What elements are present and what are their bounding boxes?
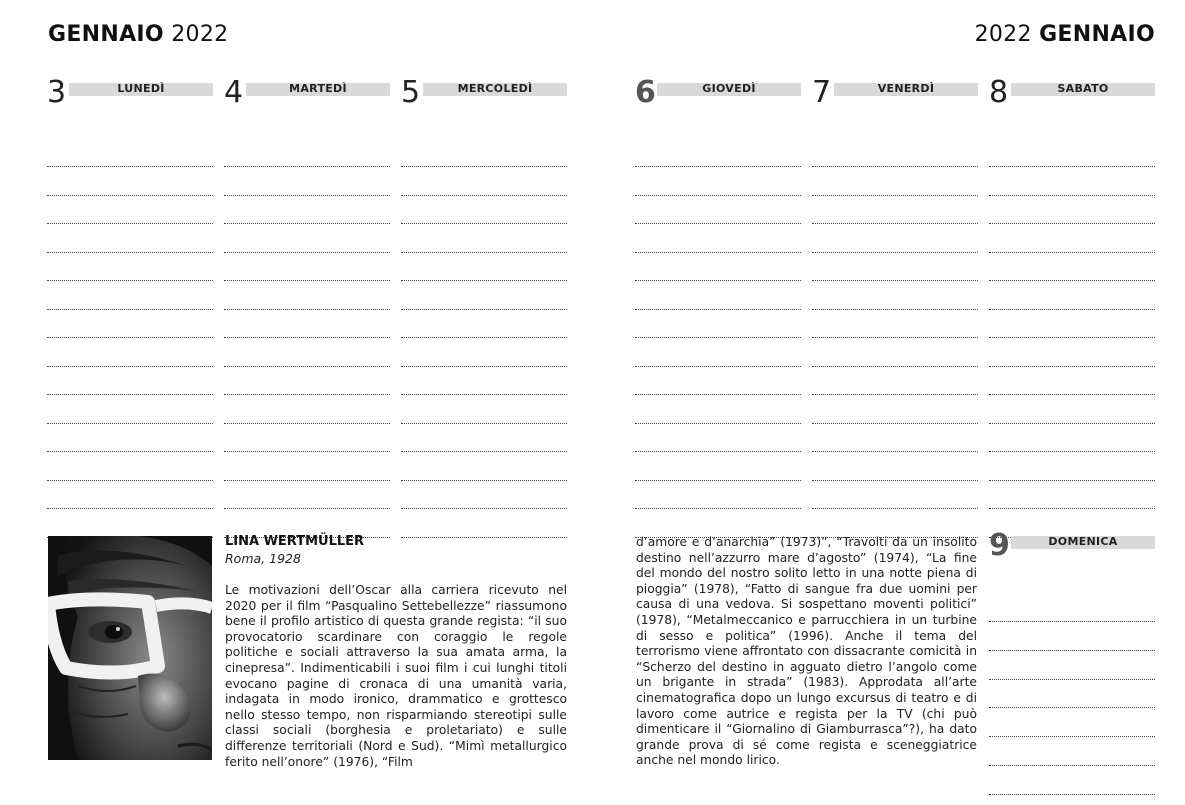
writing-line[interactable] (812, 223, 978, 224)
writing-line[interactable] (812, 451, 978, 452)
writing-line[interactable] (812, 280, 978, 281)
writing-line[interactable] (635, 223, 801, 224)
day-column-tuesday (224, 76, 390, 110)
writing-line[interactable] (47, 252, 213, 253)
writing-line[interactable] (989, 707, 1155, 708)
writing-line[interactable] (635, 166, 801, 167)
writing-line[interactable] (47, 508, 213, 509)
writing-line[interactable] (401, 366, 567, 367)
writing-line[interactable] (812, 337, 978, 338)
day-name: MERCOLEDÌ (457, 82, 533, 95)
writing-line[interactable] (635, 394, 801, 395)
writing-line[interactable] (989, 508, 1155, 509)
writing-line[interactable] (989, 423, 1155, 424)
writing-line[interactable] (989, 195, 1155, 196)
writing-line[interactable] (401, 280, 567, 281)
day-column-wednesday (401, 76, 567, 110)
writing-line[interactable] (635, 480, 801, 481)
day-column-monday (47, 76, 213, 110)
writing-line[interactable] (47, 195, 213, 196)
writing-line[interactable] (224, 480, 390, 481)
writing-line[interactable] (47, 394, 213, 395)
writing-line[interactable] (224, 394, 390, 395)
day-name: SABATO (1057, 82, 1109, 95)
writing-line[interactable] (812, 480, 978, 481)
writing-line[interactable] (989, 679, 1155, 680)
writing-line[interactable] (224, 166, 390, 167)
writing-line[interactable] (989, 309, 1155, 310)
day-number: 9 (989, 528, 1010, 563)
bio-name: LINA WERTMÜLLER (225, 534, 365, 549)
day-number: 8 (989, 75, 1009, 110)
writing-line[interactable] (989, 223, 1155, 224)
writing-line[interactable] (401, 423, 567, 424)
day-column-friday (812, 76, 978, 110)
writing-line[interactable] (47, 309, 213, 310)
day-column-thursday (635, 76, 801, 110)
month-label: GENNAIO (48, 22, 164, 47)
writing-line[interactable] (401, 337, 567, 338)
writing-line[interactable] (47, 423, 213, 424)
writing-line[interactable] (989, 252, 1155, 253)
writing-line[interactable] (224, 195, 390, 196)
writing-line[interactable] (224, 423, 390, 424)
day-number: 7 (812, 75, 832, 110)
writing-line[interactable] (401, 537, 567, 538)
day-number: 3 (47, 75, 67, 110)
writing-line[interactable] (812, 366, 978, 367)
writing-line[interactable] (401, 309, 567, 310)
writing-line[interactable] (812, 195, 978, 196)
day-number: 5 (401, 75, 421, 110)
writing-line[interactable] (635, 423, 801, 424)
writing-line[interactable] (224, 451, 390, 452)
day-number: 6 (635, 75, 656, 110)
writing-line[interactable] (635, 280, 801, 281)
bio-place: Roma, 1928 (225, 551, 301, 566)
writing-line[interactable] (989, 736, 1155, 737)
writing-line[interactable] (989, 394, 1155, 395)
writing-line[interactable] (635, 309, 801, 310)
writing-line[interactable] (635, 451, 801, 452)
writing-line[interactable] (635, 508, 801, 509)
writing-line[interactable] (812, 394, 978, 395)
writing-line[interactable] (47, 451, 213, 452)
writing-line[interactable] (224, 280, 390, 281)
writing-line[interactable] (401, 252, 567, 253)
page-header-left (48, 22, 228, 47)
writing-line[interactable] (989, 765, 1155, 766)
day-name: LUNEDÌ (117, 82, 165, 95)
portrait-photo (48, 536, 212, 760)
writing-line[interactable] (401, 195, 567, 196)
writing-line[interactable] (401, 508, 567, 509)
writing-line[interactable] (224, 252, 390, 253)
writing-line[interactable] (812, 508, 978, 509)
writing-line[interactable] (401, 394, 567, 395)
writing-line[interactable] (47, 366, 213, 367)
writing-line[interactable] (989, 451, 1155, 452)
writing-line[interactable] (401, 451, 567, 452)
writing-line[interactable] (812, 309, 978, 310)
writing-line[interactable] (224, 508, 390, 509)
writing-line[interactable] (635, 337, 801, 338)
writing-line[interactable] (812, 252, 978, 253)
writing-line[interactable] (989, 366, 1155, 367)
writing-line[interactable] (224, 223, 390, 224)
writing-line[interactable] (224, 309, 390, 310)
year-label: 2022 (974, 22, 1032, 47)
day-column-sunday (989, 529, 1155, 563)
writing-line[interactable] (989, 650, 1155, 651)
writing-line[interactable] (635, 195, 801, 196)
month-label: GENNAIO (1039, 22, 1155, 47)
bio-text-part2: d’amore e d’anarchia” (1973)”, “Travolti da un insolito destino nell’azzurro mare d’agosto” (1974), “La fine del mondo del nostro solito letto in una notte piena di pioggia” (1978), “Fatto di sangue fra due uomini per causa di una vedova. Si sospettano moventi politici” (1978), “Metalmeccanico e parrucchiera in un turbine di sesso e politica” (1996). Anche il tema del terrorismo viene affrontato con dissacrante comicità in “Scherzo del destino in agguato dietro l’angolo come un brigante in strada” (1983). Approdata all’arte cinematografica dopo un lungo excursus di teatro e di lavoro come autrice e regista per la TV (chi può dimenticare il “Giornalino di Giamburrasca”?), ha dato grande prova di sé come regista e sceneggiatrice anche nel mondo lirico. (636, 535, 977, 768)
day-name: VENERDÌ (877, 82, 935, 95)
day-name: MARTEDÌ (289, 82, 347, 95)
writing-line[interactable] (401, 166, 567, 167)
writing-line[interactable] (401, 480, 567, 481)
writing-line[interactable] (812, 423, 978, 424)
writing-line[interactable] (224, 337, 390, 338)
writing-line[interactable] (989, 280, 1155, 281)
day-name: GIOVEDÌ (702, 82, 756, 95)
day-name: DOMENICA (1048, 535, 1118, 548)
year-label: 2022 (171, 22, 229, 47)
bio-text-part1: Le motivazioni dell’Oscar alla carriera ricevuto nel 2020 per il film “Pasqualino Settebellezze” riassumono bene il profilo artistico di questa grande regista: “il suo provocatorio scardinare con coraggio le regole politiche e sociali attraverso la sua amata arma, la cinepresa”. Indimenticabili i suoi film i cui lunghi titoli evocano pagine di cronaca di una umanità varia, indagata in modo ironico, drammatico e grottesco nello stesso tempo, non risparmiando stereotipi sulle classi sociali (borghesia e proletariato) e sulle differenze territoriali (Nord e Sud). “Mimì metallurgico ferito nell’onore” (1976), “Film (225, 583, 567, 769)
writing-line[interactable] (47, 166, 213, 167)
writing-line[interactable] (47, 223, 213, 224)
writing-line[interactable] (989, 480, 1155, 481)
writing-line[interactable] (989, 794, 1155, 795)
writing-line[interactable] (989, 337, 1155, 338)
writing-line[interactable] (812, 166, 978, 167)
day-number: 4 (224, 75, 244, 110)
writing-line[interactable] (224, 366, 390, 367)
writing-line[interactable] (47, 337, 213, 338)
writing-line[interactable] (401, 223, 567, 224)
day-column-saturday (989, 76, 1155, 110)
writing-line[interactable] (635, 252, 801, 253)
page-header-right (975, 22, 1155, 47)
writing-line[interactable] (989, 621, 1155, 622)
writing-line[interactable] (47, 280, 213, 281)
writing-line[interactable] (47, 480, 213, 481)
writing-line[interactable] (635, 366, 801, 367)
writing-line[interactable] (989, 166, 1155, 167)
